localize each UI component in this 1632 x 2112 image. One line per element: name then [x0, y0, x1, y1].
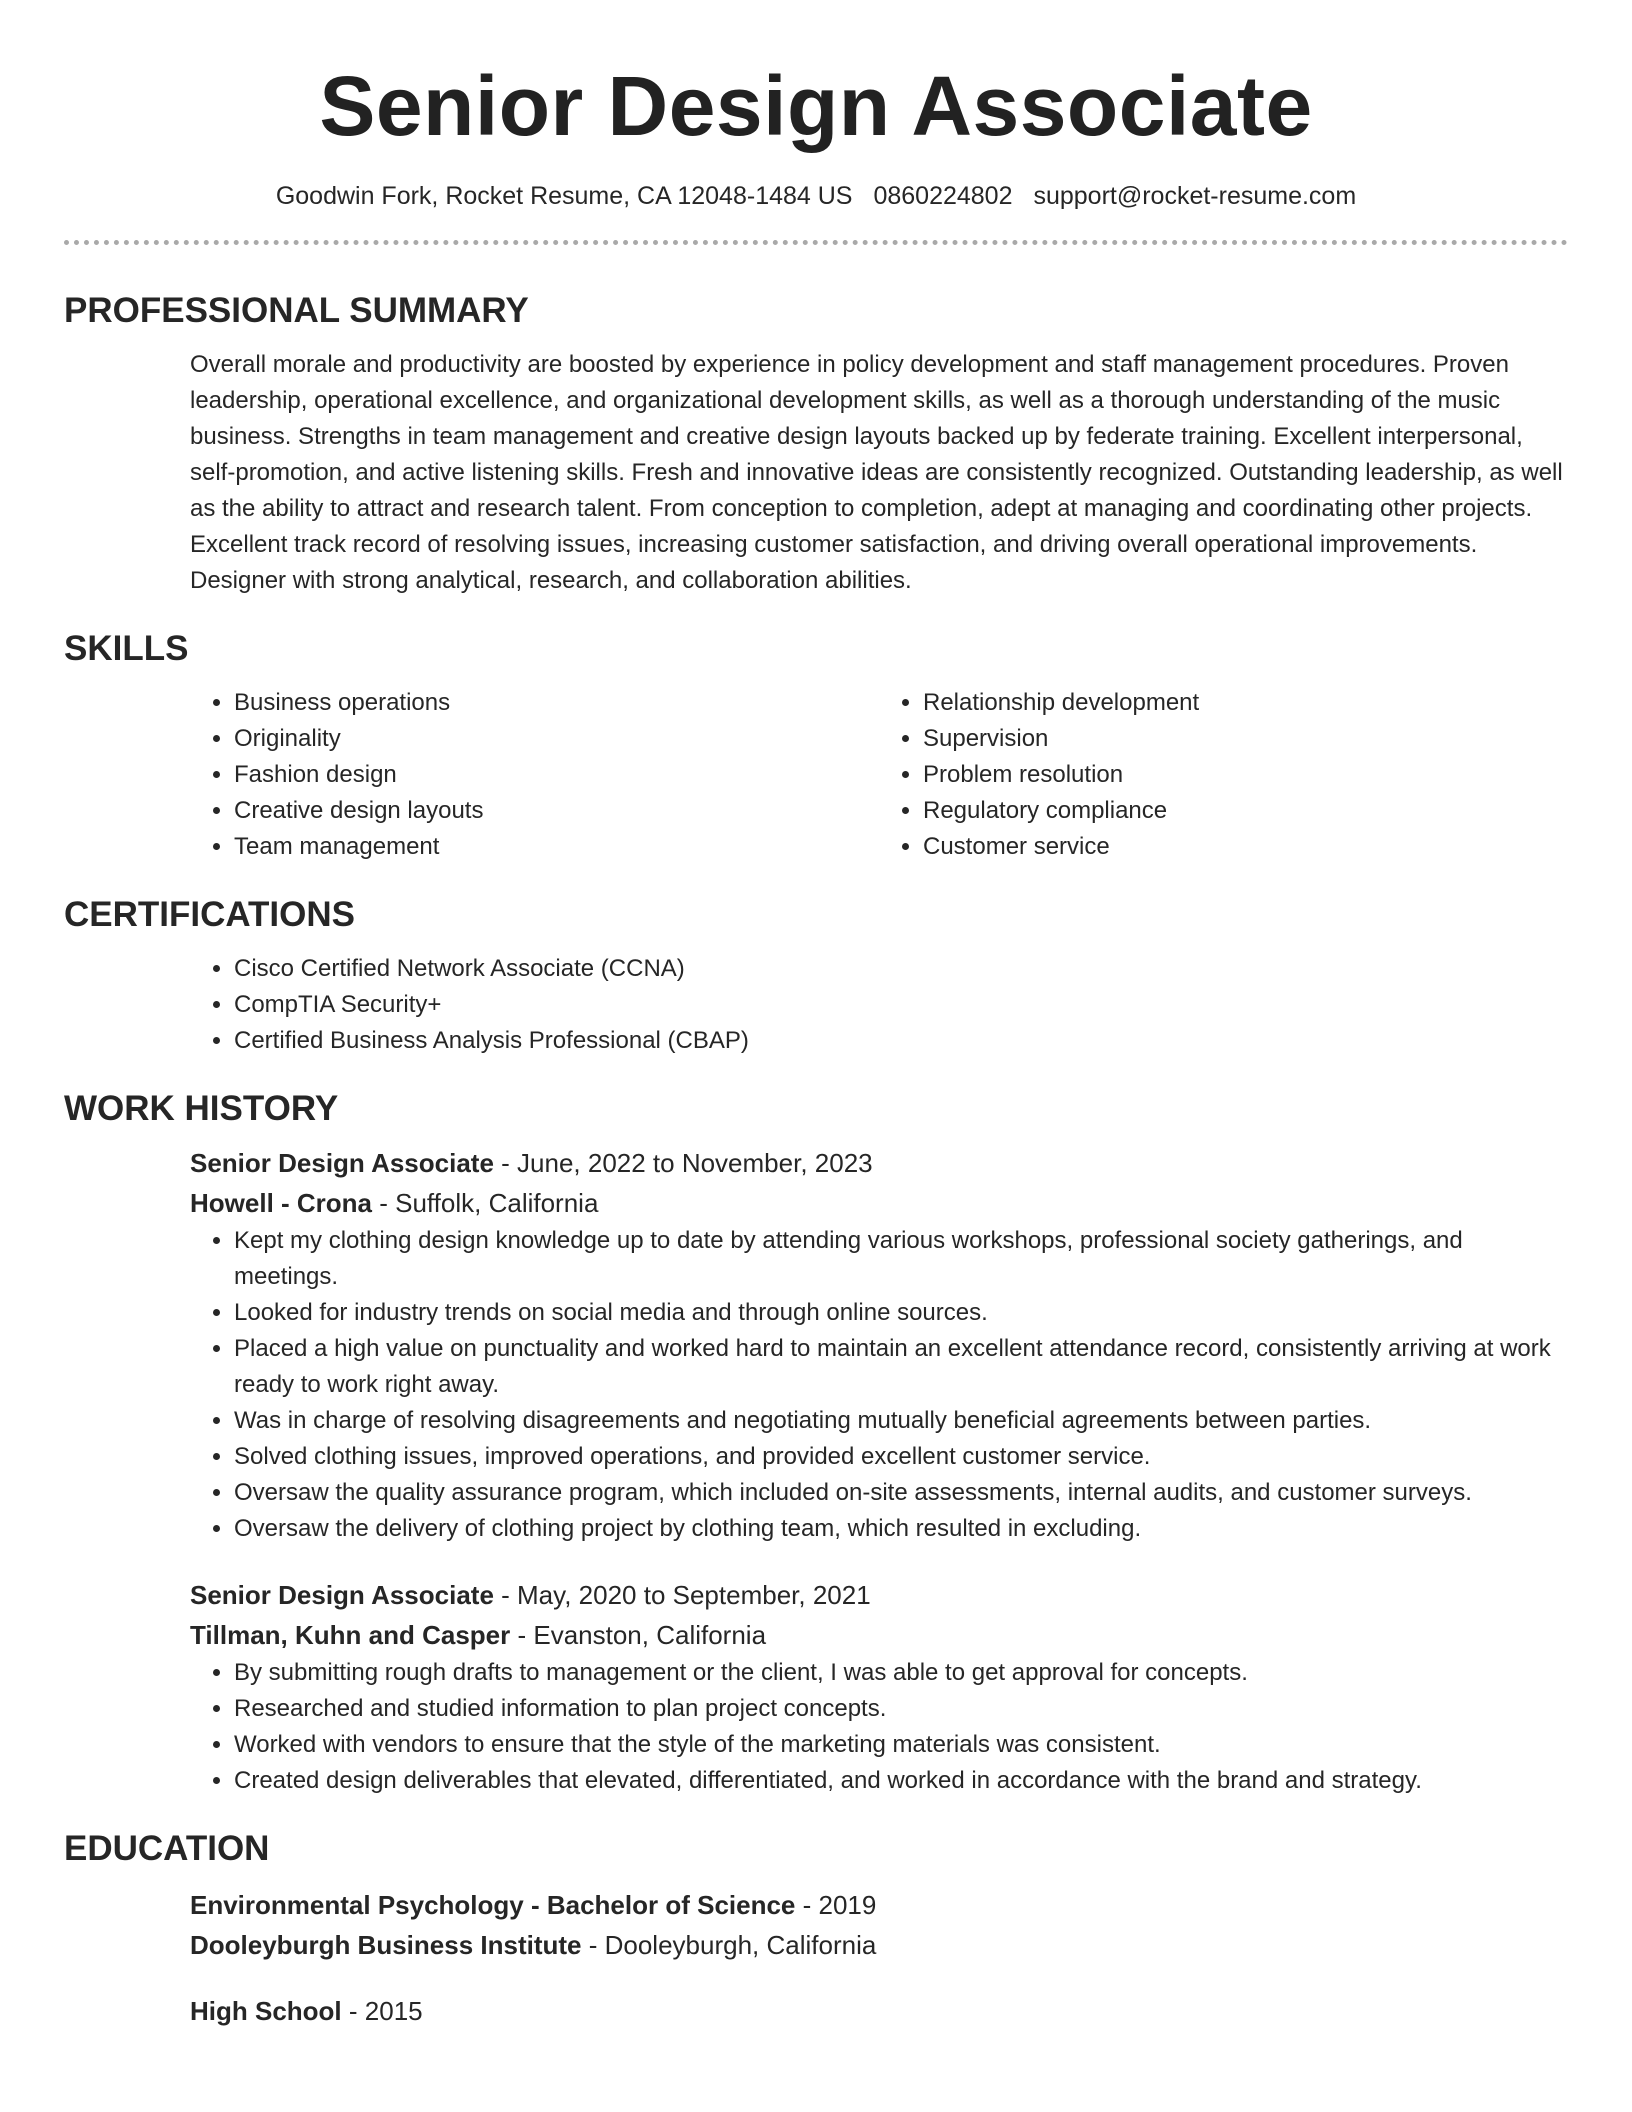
- education-year: - 2019: [795, 1890, 877, 1920]
- job-title-line: [190, 1143, 1568, 1183]
- education-year: - 2015: [341, 1996, 423, 2026]
- skills-section: [64, 627, 1568, 865]
- job-role: Senior Design Associate: [190, 1148, 494, 1178]
- summary-section: [64, 289, 1568, 599]
- education-title: EDUCATION: [64, 1829, 270, 1868]
- list-item: • Cisco Certified Network Associate (CCNA): [234, 951, 1568, 987]
- list-item: • By submitting rough drafts to management or the client, I was able to get approval for concepts.: [234, 1655, 1568, 1691]
- list-item: • Relationship development: [923, 685, 1568, 721]
- list-item: • Certified Business Analysis Professional (CBAP): [234, 1023, 1568, 1059]
- education-degree-line: [190, 1991, 1568, 2031]
- education-degree: Environmental Psychology - Bachelor of Science: [190, 1890, 796, 1920]
- list-item: • Looked for industry trends on social media and through online sources.: [234, 1295, 1568, 1331]
- contact-line: [64, 178, 1568, 214]
- contact-phone: 0860224802: [873, 182, 1013, 210]
- education-degree-line: [190, 1885, 1568, 1925]
- skills-list-right: [879, 685, 1568, 865]
- list-item: • CompTIA Security+: [234, 987, 1568, 1023]
- list-item: • Created design deliverables that elevated, differentiated, and worked in accordance with the brand and strategy.: [234, 1763, 1568, 1799]
- education-entry: [190, 1991, 1568, 2031]
- contact-email: support@rocket-resume.com: [1033, 182, 1357, 210]
- candidate-name: Senior Design Associate: [319, 59, 1313, 153]
- education-section: [64, 1827, 1568, 2031]
- job-company: Howell - Crona: [190, 1188, 373, 1218]
- list-item: • Business operations: [234, 685, 879, 721]
- list-item: • Placed a high value on punctuality and worked hard to maintain an excellent attendance record, consistently arriving at work ready to work right away.: [234, 1331, 1568, 1403]
- header-divider: [64, 240, 1568, 245]
- skills-title: SKILLS: [64, 629, 189, 668]
- list-item: • Researched and studied information to plan project concepts.: [234, 1691, 1568, 1727]
- list-item: • Supervision: [923, 721, 1568, 757]
- list-item: • Fashion design: [234, 757, 879, 793]
- list-item: • Oversaw the quality assurance program, which included on-site assessments, internal audits, and customer surveys.: [234, 1475, 1568, 1511]
- list-item: • Customer service: [923, 829, 1568, 865]
- job-company-line: [190, 1183, 1568, 1223]
- job-company-line: [190, 1615, 1568, 1655]
- list-item: • Kept my clothing design knowledge up to date by attending various workshops, professional society gatherings, and meetings.: [234, 1223, 1568, 1295]
- summary-title: PROFESSIONAL SUMMARY: [64, 291, 529, 330]
- list-item: • Team management: [234, 829, 879, 865]
- education-school: Dooleyburgh Business Institute: [190, 1930, 582, 1960]
- list-item: • Oversaw the delivery of clothing project by clothing team, which resulted in excluding.: [234, 1511, 1568, 1547]
- work-history-title: WORK HISTORY: [64, 1089, 339, 1128]
- list-item: • Regulatory compliance: [923, 793, 1568, 829]
- skills-list-left: [190, 685, 879, 865]
- contact-address: Goodwin Fork, Rocket Resume, CA 12048-1484 US: [275, 182, 853, 210]
- work-history-section: [64, 1087, 1568, 1799]
- job-title-line: [190, 1575, 1568, 1615]
- job-bullets: [190, 1223, 1568, 1547]
- job-entry: [190, 1143, 1568, 1547]
- education-degree: High School: [190, 1996, 342, 2026]
- job-company: Tillman, Kuhn and Casper: [190, 1620, 511, 1650]
- certifications-section: [64, 893, 1568, 1059]
- summary-text: Overall morale and productivity are boosted by experience in policy development and staff management procedures. Proven leadership, operational excellence, and organizational development skills, as well as a thorough understanding of the music business. Strengths in team management and creative design layouts backed up by federate training. Excellent interpersonal, self-promotion, and active listening skills. Fresh and innovative ideas are consistently recognized. Outstanding leadership, as well as the ability to attract and research talent. From conception to completion, adept at managing and coordinating other projects. Excellent track record of resolving issues, increasing customer satisfaction, and driving overall operational improvements. Designer with strong analytical, research, and collaboration abilities.: [190, 351, 1563, 594]
- certifications-list: [190, 951, 1568, 1059]
- job-entry: [190, 1575, 1568, 1799]
- job-location: - Evanston, California: [510, 1620, 767, 1650]
- list-item: • Solved clothing issues, improved operations, and provided excellent customer service.: [234, 1439, 1568, 1475]
- list-item: • Creative design layouts: [234, 793, 879, 829]
- certifications-title: CERTIFICATIONS: [64, 895, 356, 934]
- resume-page: [64, 0, 1568, 2031]
- list-item: • Originality: [234, 721, 879, 757]
- education-school-line: [190, 1925, 1568, 1965]
- job-dates: - May, 2020 to September, 2021: [493, 1580, 871, 1610]
- job-role: Senior Design Associate: [190, 1580, 494, 1610]
- education-location: - Dooleyburgh, California: [581, 1930, 877, 1960]
- job-bullets: [190, 1655, 1568, 1799]
- education-entry: [190, 1885, 1568, 1965]
- list-item: • Worked with vendors to ensure that the style of the marketing materials was consistent.: [234, 1727, 1568, 1763]
- list-item: • Was in charge of resolving disagreements and negotiating mutually beneficial agreements between parties.: [234, 1403, 1568, 1439]
- job-location: - Suffolk, California: [372, 1188, 599, 1218]
- list-item: • Problem resolution: [923, 757, 1568, 793]
- job-dates: - June, 2022 to November, 2023: [493, 1148, 873, 1178]
